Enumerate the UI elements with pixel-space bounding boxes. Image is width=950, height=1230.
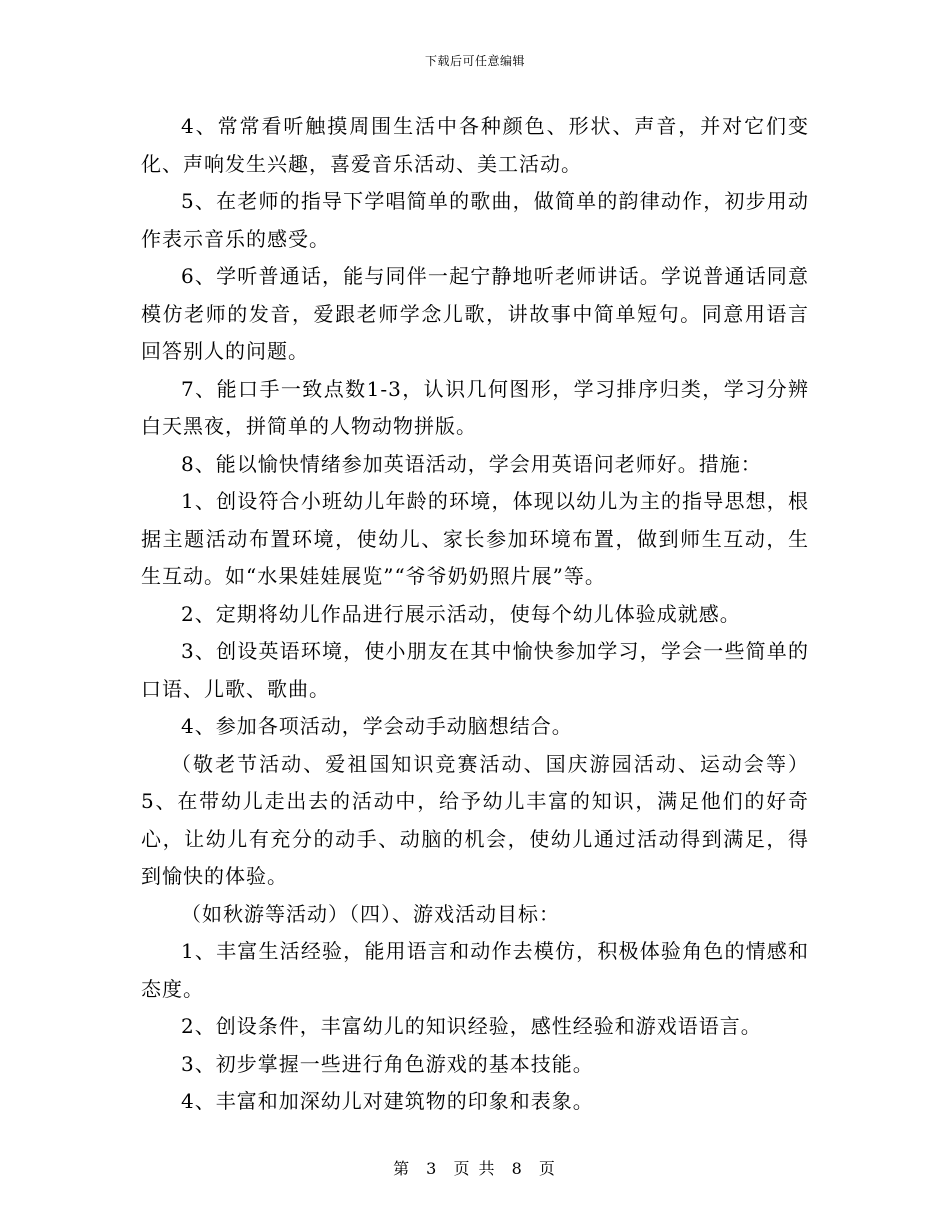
paragraph: 4、参加各项活动，学会动手动脑想结合。	[181, 714, 573, 738]
paragraph: （如秋游等活动）（四）、游戏活动目标：	[181, 901, 560, 926]
paragraph: 2、创设条件，丰富幼儿的知识经验，感性经验和游戏语语言。	[181, 1014, 762, 1038]
document-body	[141, 108, 809, 1121]
paragraph: 7、能口手一致点数1-3，认识几何图形，学习排序归类，学习分辨白天黑夜，拼简单的人物动物拼版。	[141, 376, 809, 438]
current-page-number: 3	[426, 1159, 439, 1178]
paragraph: 2、定期将幼儿作品进行展示活动，使每个幼儿体验成就感。	[181, 601, 741, 626]
footer-middle: 页 共	[453, 1159, 497, 1178]
paragraph: 6、学听普通话，能与同伴一起宁静地听老师讲话。学说普通话同意模仿老师的发音，爱跟老师学念儿歌，讲故事中简单短句。同意用语言回答别人的问题。	[141, 264, 809, 363]
paragraph: （敬老节活动、爱祖国知识竞赛活动、国庆游园活动、运动会等）5、在带幼儿走出去的活动中，给予幼儿丰富的知识，满足他们的好奇心，让幼儿有充分的动手、动脑的机会，使幼儿通过活动得到满足，得到愉快的体验。	[141, 751, 809, 888]
total-page-count: 8	[511, 1159, 524, 1178]
page-header: 下载后可任意编辑	[424, 54, 525, 68]
footer-prefix: 第	[393, 1159, 412, 1178]
paragraph: 4、丰富和加深幼儿对建筑物的印象和表象。	[181, 1089, 594, 1113]
paragraph: 1、创设符合小班幼儿年龄的环境，体现以幼儿为主的指导思想，根据主题活动布置环境，使幼儿、家长参加环境布置，做到师生互动，生生互动。如“水果娃娃展览”“爷爷奶奶照片展”等。	[141, 489, 809, 588]
paragraph: 4、常常看听触摸周围生活中各种颜色、形状、声音，并对它们变化、声响发生兴趣，喜爱音乐活动、美工活动。	[141, 114, 809, 176]
paragraph: 3、创设英语环境，使小朋友在其中愉快参加学习，学会一些简单的口语、儿歌、歌曲。	[141, 639, 809, 701]
paragraph: 3、初步掌握一些进行角色游戏的基本技能。	[181, 1051, 594, 1076]
paragraph: 5、在老师的指导下学唱简单的歌曲，做简单的韵律动作，初步用动作表示音乐的感受。	[141, 189, 809, 251]
paragraph: 8、能以愉快情绪参加英语活动，学会用英语问老师好。措施：	[181, 451, 762, 476]
page-number-footer	[0, 1156, 950, 1179]
paragraph: 1、丰富生活经验，能用语言和动作去模仿，积极体验角色的情感和态度。	[141, 939, 809, 1001]
footer-suffix: 页	[538, 1159, 557, 1178]
